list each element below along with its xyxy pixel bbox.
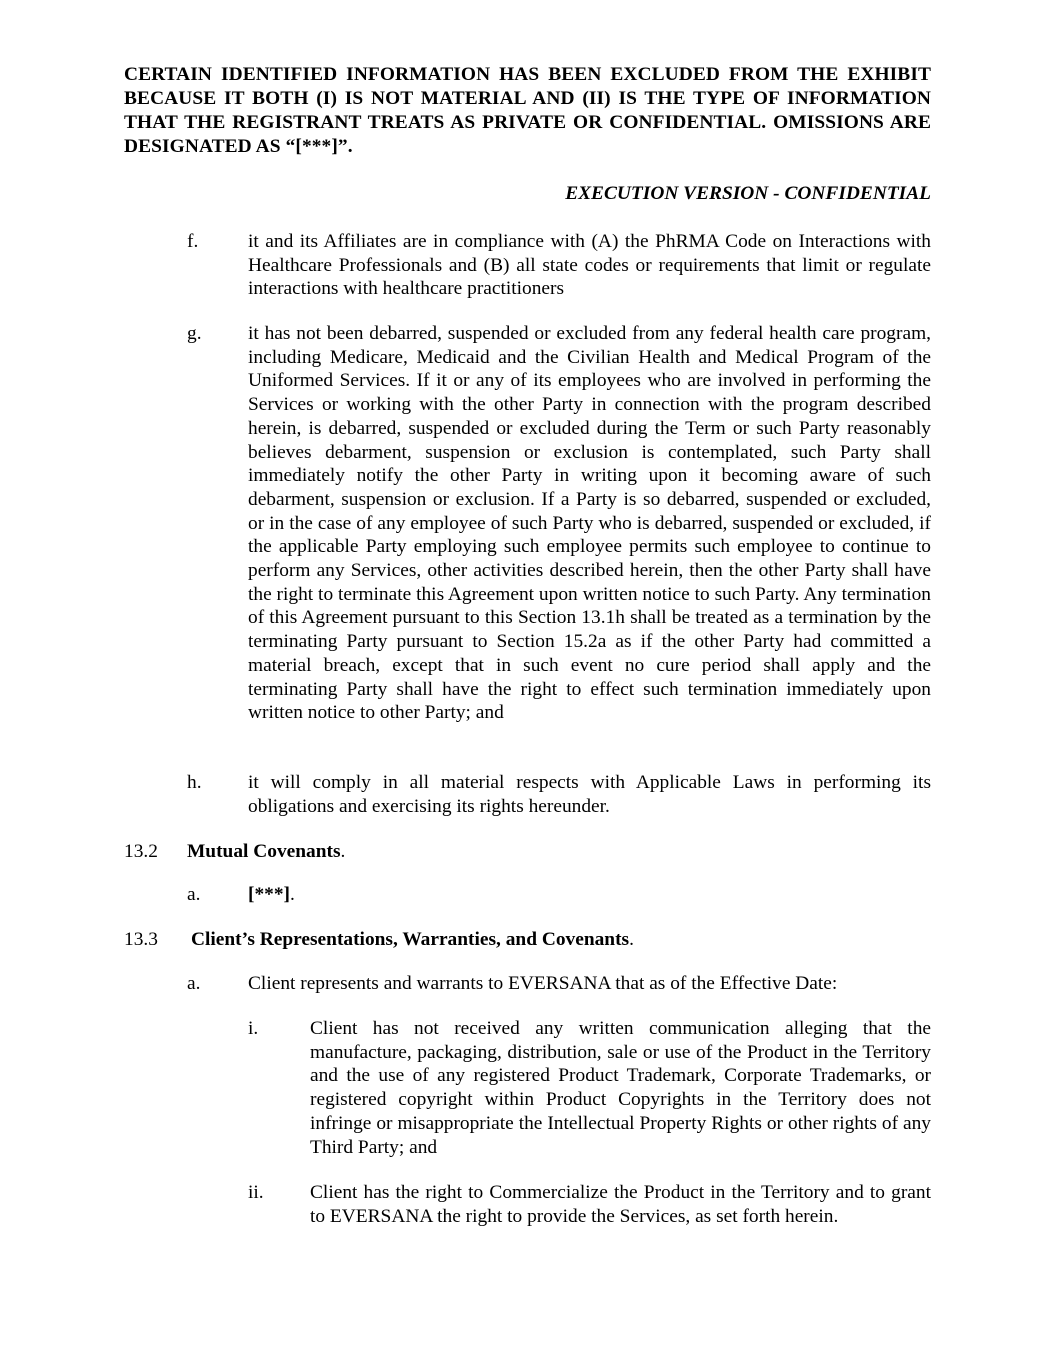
redaction-mark: [***] xyxy=(248,884,291,905)
subitem-marker: ii. xyxy=(248,1182,264,1203)
clause-marker: g. xyxy=(187,323,202,344)
clause-marker: h. xyxy=(187,772,202,793)
clause-text: it has not been debarred, suspended or excluded from any federal health care program, including Medicare, Medicaid and the Civilian Health and Medical Program of the Uniformed Services. If it or any of its employees who are involved in performing the Services or working with the other Party in connection with the program described herein, is debarred, suspended or excluded during the Term or such Party reasonably believes debarment, suspension or exclusion is contemplated, such Party shall immediately notify the other Party in writing upon it becoming aware of such debarment, suspension or exclusion. If a Party is so debarred, suspended or excluded, or in the case of any employee of such Party who is debarred, suspended or excluded, if the applicable Party employing such employee permits such employee to continue to perform any Services, other activities described herein, then the other Party shall have the right to terminate this Agreement upon written notice to such Party. Any termination of this Agreement pursuant to this Section 13.1h shall be treated as a termination by the terminating Party pursuant to Section 15.2a as if the other Party had committed a material breach, except that in such event no cure period shall apply and the terminating Party shall have the right to effect such termination immediately upon written notice to other Party; and xyxy=(248,323,931,724)
execution-version-label: EXECUTION VERSION - CONFIDENTIAL xyxy=(565,183,931,204)
section-number: 13.2 xyxy=(124,841,158,862)
item-marker: a. xyxy=(187,884,201,905)
confidentiality-notice: CERTAIN IDENTIFIED INFORMATION HAS BEEN EXCLUDED FROM THE EXHIBIT BECAUSE IT BOTH (I) IS NOT MATERIAL AND (II) IS THE TYPE OF INFORMATION THAT THE REGISTRANT TREATS AS PRIVATE OR CONFIDENTIAL. OMISSIONS ARE DESIGNATED AS “[***]”. xyxy=(124,64,931,157)
section-title-text: Client’s Representations, Warranties, and Covenants xyxy=(191,929,630,950)
clause-text: it and its Affiliates are in compliance with (A) the PhRMA Code on Interactions with Healthcare Professionals and (B) all state codes or requirements that limit or regulate interactions with healthcare practitioners xyxy=(248,231,931,300)
section-number: 13.3 xyxy=(124,929,158,950)
item-marker: a. xyxy=(187,973,201,994)
clause-text: it will comply in all material respects with Applicable Laws in performing its obligations and exercising its rights hereunder. xyxy=(248,772,931,817)
section-title-text: Mutual Covenants xyxy=(187,841,341,862)
subitem-marker: i. xyxy=(248,1018,259,1039)
section-title-punct: . xyxy=(340,841,346,862)
clause-marker: f. xyxy=(187,231,199,252)
subitem-text: Client has not received any written communication alleging that the manufacture, packaging, distribution, sale or use of the Product in the Territory and the use of any registered Product Trademark, Corporate Trademarks, or registered copyright within Product Copyrights in the Territory does not infringe or misappropriate the Intellectual Property Rights or other rights of any Third Party; and xyxy=(310,1018,931,1158)
item-punct: . xyxy=(290,884,295,905)
section-title xyxy=(187,840,931,864)
item-text xyxy=(248,883,931,907)
section-title-punct: . xyxy=(629,929,634,950)
item-text: Client represents and warrants to EVERSANA that as of the Effective Date: xyxy=(248,973,838,994)
subitem-text: Client has the right to Commercialize the Product in the Territory and to grant to EVERSANA the right to provide the Services, as set forth herein. xyxy=(310,1182,931,1227)
section-title xyxy=(191,928,931,952)
